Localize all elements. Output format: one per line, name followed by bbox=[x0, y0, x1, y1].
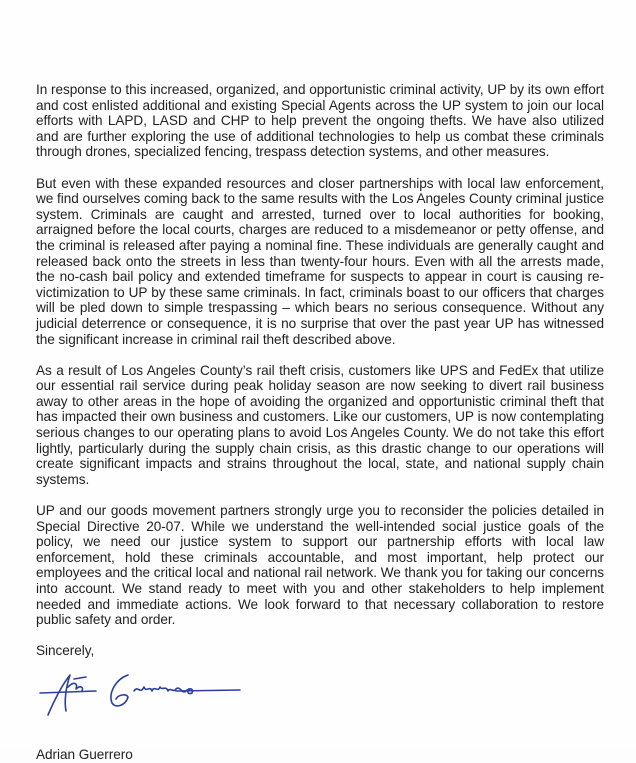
paragraph-security-measures: In response to this increased, organized, and opportunistic criminal activity, UP by its own effort and cost enlisted additional and existing Special Agents across the UP system to join our local efforts with LAPD, LASD and CHP to help prevent the ongoing thefts. We have also utilized and are further exploring the use of additional technologies to help us combat these criminals through drones, specialized fencing, trespass detection systems, and other measures. bbox=[36, 82, 604, 160]
paragraph-request: UP and our goods movement partners strongly urge you to reconsider the policies detailed in Special Directive 20-07. While we understand the well-intended social justice goals of the policy, we need our justice system to support our partnership efforts with local law enforcement, hold these criminals accountable, and most important, help protect our employees and the critical local and national rail network. We thank you for taking our concerns into account. We stand ready to meet with you and other stakeholders to help implement needed and immediate actions. We look forward to that necessary collaboration to restore public safety and order. bbox=[36, 503, 604, 628]
closing-salutation: Sincerely, bbox=[36, 643, 95, 659]
paragraph-rail-theft-crisis: As a result of Los Angeles County’s rail theft crisis, customers like UPS and FedEx that utilize our essential rail service during peak holiday season are now seeking to divert rail business away to other areas in the hope of avoiding the organized and opportunistic criminal theft that has impacted their own business and customers. Like our customers, UP is now contemplating serious changes to our operating plans to avoid Los Angeles County. We do not take this effort lightly, particularly during the supply chain crisis, as this drastic change to our operations will create significant impacts and strains throughout the local, state, and national supply chain systems. bbox=[36, 362, 604, 487]
paragraph-justice-system: But even with these expanded resources and closer partnerships with local law enforcement, we find ourselves coming back to the same results with the Los Angeles County criminal justice system. Criminals are caught and arrested, turned over to local authorities for booking, arraigned before the local courts, charges are reduced to a misdemeanor or petty offense, and the criminal is released after paying a nominal fine. These individuals are generally caught and released back onto the streets in less than twenty-four hours. Even with all the arrests made, the no-cash bail policy and extended timeframe for suspects to appear in court is causing re-victimization to UP by these same criminals. In fact, criminals boast to our officers that charges will be pled down to simple trespassing – which bears no serious consequence. Without any judicial deterrence or consequence, it is no surprise that over the past year UP has witnessed the significant increase in criminal rail theft described above. bbox=[36, 175, 604, 347]
letter-body bbox=[36, 82, 604, 763]
handwritten-signature-icon bbox=[36, 667, 246, 727]
signer-name: Adrian Guerrero bbox=[36, 746, 133, 762]
